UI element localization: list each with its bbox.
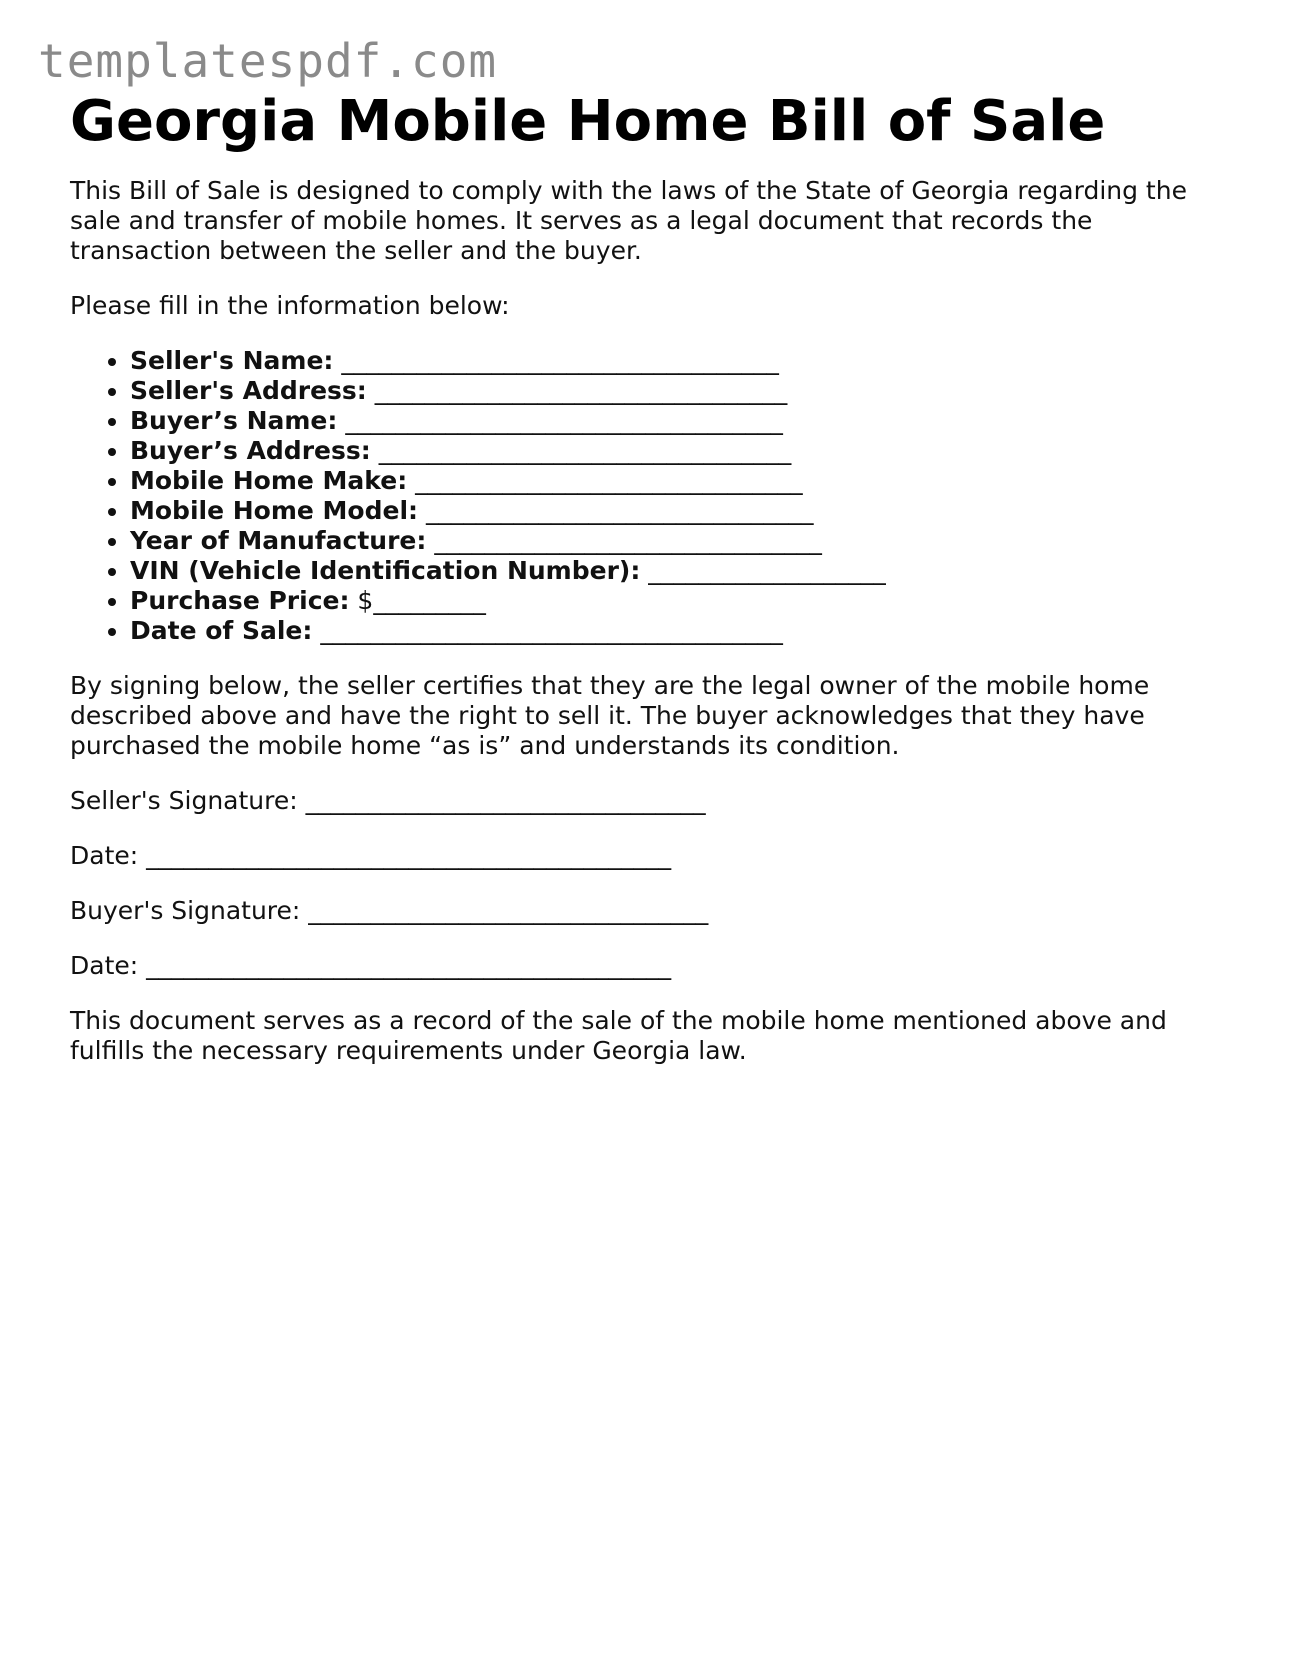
- buyers-address-blank[interactable]: _________________________________: [370, 436, 792, 465]
- list-item-buyers-address: [130, 436, 1230, 466]
- list-item-year-of-manufacture: [130, 526, 1230, 556]
- field-label: Seller's Name:: [130, 346, 334, 375]
- field-label: Mobile Home Make:: [130, 466, 408, 495]
- field-label: VIN (Vehicle Identification Number):: [130, 556, 641, 585]
- date-of-sale-blank[interactable]: _____________________________________: [312, 616, 783, 645]
- buyer-date-line[interactable]: Date: __________________________________________: [70, 951, 672, 980]
- list-item-sellers-address: [130, 376, 1230, 406]
- document-body: [70, 88, 1230, 1066]
- purchase-price-blank[interactable]: $_________: [349, 586, 486, 615]
- seller-date-line[interactable]: Date: __________________________________________: [70, 841, 672, 870]
- sellers-address-blank[interactable]: _________________________________: [366, 376, 788, 405]
- certification-paragraph: By signing below, the seller certifies that they are the legal owner of the mobile home described above and have the right to sell it. The buyer acknowledges that they have purchased the mobile home “as is” and understands its condition.: [70, 671, 1150, 760]
- mobile-home-model-blank[interactable]: _______________________________: [418, 496, 814, 525]
- buyer-signature-line[interactable]: Buyer's Signature: ________________________________: [70, 896, 709, 925]
- list-item-date-of-sale: [130, 616, 1230, 646]
- field-label: Buyer’s Name:: [130, 406, 338, 435]
- list-item-purchase-price: [130, 586, 1230, 616]
- field-label: Mobile Home Model:: [130, 496, 419, 525]
- fill-prompt: Please fill in the information below:: [70, 291, 510, 320]
- vin-blank[interactable]: ___________________: [640, 556, 886, 585]
- list-item-mobile-home-make: [130, 466, 1230, 496]
- year-of-manufacture-blank[interactable]: _______________________________: [426, 526, 822, 555]
- buyers-name-blank[interactable]: ___________________________________: [337, 406, 783, 435]
- field-label: Purchase Price:: [130, 586, 350, 615]
- closing-paragraph: This document serves as a record of the sale of the mobile home mentioned above and fulfills the necessary requirements under Georgia law.: [70, 1006, 1167, 1065]
- mobile-home-make-blank[interactable]: _______________________________: [407, 466, 803, 495]
- field-list: [70, 346, 1230, 646]
- list-item-vin: [130, 556, 1230, 586]
- field-label: Year of Manufacture:: [130, 526, 427, 555]
- list-item-mobile-home-model: [130, 496, 1230, 526]
- intro-paragraph: This Bill of Sale is designed to comply with the laws of the State of Georgia regarding the sale and transfer of mobile homes. It serves as a legal document that records the transaction between the seller and the buyer.: [70, 176, 1187, 265]
- list-item-sellers-name: [130, 346, 1230, 376]
- field-label: Buyer’s Address:: [130, 436, 371, 465]
- watermark: templatespdf.com: [38, 34, 498, 88]
- sellers-name-blank[interactable]: ___________________________________: [333, 346, 779, 375]
- field-label: Seller's Address:: [130, 376, 367, 405]
- seller-signature-line[interactable]: Seller's Signature: ________________________________: [70, 786, 706, 815]
- list-item-buyers-name: [130, 406, 1230, 436]
- field-label: Date of Sale:: [130, 616, 313, 645]
- page-title: Georgia Mobile Home Bill of Sale: [70, 89, 1106, 154]
